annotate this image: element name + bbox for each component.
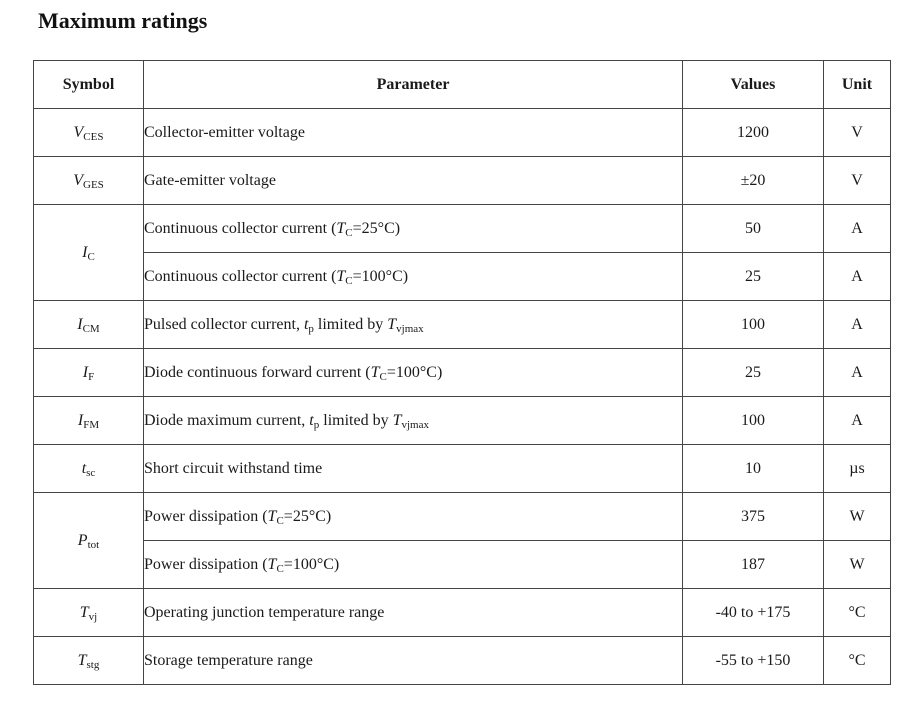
symbol-subscript: GES <box>83 178 104 191</box>
table-body <box>34 109 891 685</box>
maximum-ratings-table <box>33 60 891 685</box>
symbol-subscript: CES <box>83 130 104 143</box>
symbol-subscript: sc <box>86 466 96 479</box>
table-row <box>34 109 891 157</box>
value-cell: -40 to +175 <box>683 589 824 637</box>
unit-cell: V <box>824 109 891 157</box>
parameter-cell: Short circuit withstand time <box>144 445 683 493</box>
table-row <box>34 301 891 349</box>
unit-cell: W <box>824 493 891 541</box>
symbol-cell <box>34 109 144 157</box>
symbol-cell <box>34 205 144 301</box>
parameter-cell: Power dissipation $(T_C=100^\circ C)$ <box>144 541 683 589</box>
symbol-cell <box>34 157 144 205</box>
value-cell: ±20 <box>683 157 824 205</box>
symbol-ref: $T_{vjmax}$ <box>392 411 429 431</box>
symbol-ref: $T_C$ <box>267 555 284 575</box>
parameter-cell: Collector-emitter voltage <box>144 109 683 157</box>
table-header-row <box>34 61 891 109</box>
parameter-cell: Pulsed collector current, $t_p$ limited by $T_{vjmax}$ <box>144 301 683 349</box>
symbol-main: I <box>77 315 83 333</box>
symbol-cell <box>34 445 144 493</box>
symbol-cell <box>34 637 144 685</box>
symbol-subscript: FM <box>83 418 100 431</box>
table-row <box>34 397 891 445</box>
unit-cell: A <box>824 253 891 301</box>
symbol-subscript: vj <box>88 610 98 623</box>
symbol-main: V <box>73 171 83 189</box>
header-parameter: Parameter <box>144 61 683 109</box>
symbol-subscript: CM <box>82 322 100 335</box>
table-row <box>34 493 891 541</box>
symbol-subscript: stg <box>86 658 100 671</box>
table-row <box>34 205 891 253</box>
table-row <box>34 541 891 589</box>
unit-cell: A <box>824 397 891 445</box>
symbol-subscript: F <box>88 370 95 383</box>
symbol-ref: $T_C$ <box>336 219 353 239</box>
symbol-cell <box>34 397 144 445</box>
parameter-cell: Power dissipation $(T_C=25^\circ C)$ <box>144 493 683 541</box>
symbol-main: T <box>77 651 87 669</box>
table-row <box>34 253 891 301</box>
symbol-main: V <box>73 123 84 141</box>
unit-cell: µs <box>824 445 891 493</box>
symbol-ref: $T_{vjmax}$ <box>387 315 424 335</box>
table-row <box>34 637 891 685</box>
symbol-cell <box>34 493 144 589</box>
unit-cell: W <box>824 541 891 589</box>
symbol-main: t <box>81 459 87 477</box>
value-cell: 100 <box>683 397 824 445</box>
symbol-main: I <box>82 243 88 261</box>
parameter-cell: Continuous collector current $(T_C=25^\circ C)$ <box>144 205 683 253</box>
parameter-cell: Diode maximum current, $t_p$ limited by $T_{vjmax}$ <box>144 397 683 445</box>
value-cell: 10 <box>683 445 824 493</box>
symbol-ref: $T_C$ <box>336 267 353 287</box>
parameter-cell: Operating junction temperature range <box>144 589 683 637</box>
symbol-main: I <box>77 411 84 429</box>
symbol-ref: $T_C$ <box>370 363 387 383</box>
unit-cell: °C <box>824 637 891 685</box>
symbol-ref: $T_C$ <box>267 507 284 527</box>
header-unit: Unit <box>824 61 891 109</box>
symbol-main: P <box>77 531 88 549</box>
symbol-subscript: tot <box>87 538 100 551</box>
unit-cell: °C <box>824 589 891 637</box>
table-row <box>34 589 891 637</box>
value-cell: 375 <box>683 493 824 541</box>
symbol-main: I <box>82 363 89 381</box>
header-values: Values <box>683 61 824 109</box>
page-title: Maximum ratings <box>38 8 208 33</box>
value-cell: 25 <box>683 349 824 397</box>
value-cell: 100 <box>683 301 824 349</box>
value-cell: 50 <box>683 205 824 253</box>
unit-cell: V <box>824 157 891 205</box>
parameter-cell: Storage temperature range <box>144 637 683 685</box>
table-row <box>34 157 891 205</box>
symbol-cell <box>34 589 144 637</box>
parameter-cell: Gate-emitter voltage <box>144 157 683 205</box>
value-cell: 187 <box>683 541 824 589</box>
table-row <box>34 349 891 397</box>
value-cell: -55 to +150 <box>683 637 824 685</box>
value-cell: 1200 <box>683 109 824 157</box>
unit-cell: A <box>824 349 891 397</box>
parameter-cell: Continuous collector current $(T_C=100^\circ C)$ <box>144 253 683 301</box>
table-row <box>34 445 891 493</box>
symbol-ref: $t_p$ <box>303 315 314 335</box>
symbol-cell <box>34 301 144 349</box>
symbol-ref: $t_p$ <box>309 411 320 431</box>
symbol-cell <box>34 349 144 397</box>
symbol-main: T <box>79 603 89 621</box>
value-cell: 25 <box>683 253 824 301</box>
unit-cell: A <box>824 205 891 253</box>
symbol-subscript: C <box>87 250 95 263</box>
unit-cell: A <box>824 301 891 349</box>
parameter-cell: Diode continuous forward current $(T_C=100^\circ C)$ <box>144 349 683 397</box>
header-symbol: Symbol <box>34 61 144 109</box>
